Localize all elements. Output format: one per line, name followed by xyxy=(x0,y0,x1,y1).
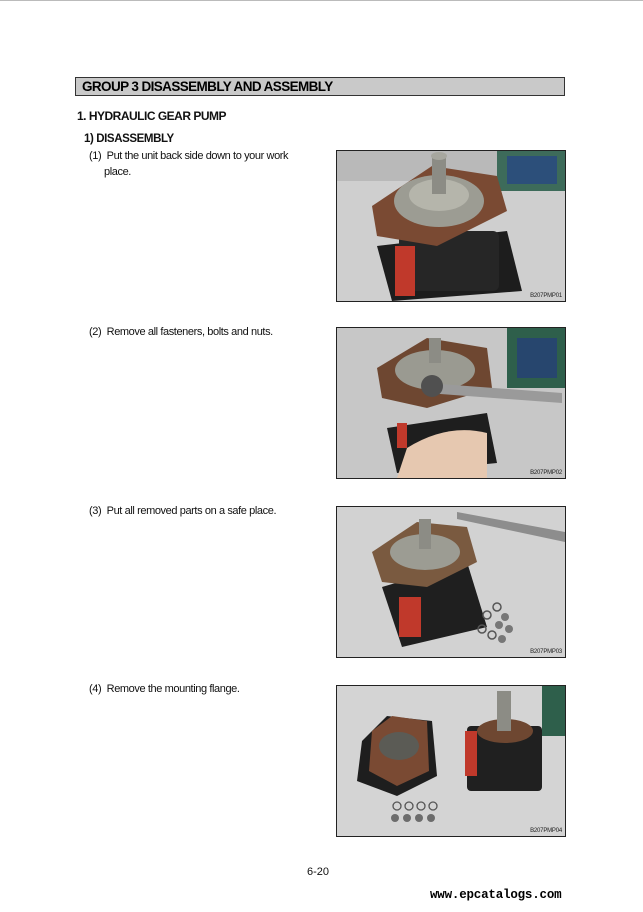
step-3-photo xyxy=(336,506,566,658)
step-4-line-1: Remove the mounting flange. xyxy=(106,683,240,695)
photo-code-1: B207PMP01 xyxy=(530,293,562,299)
step-4-text xyxy=(89,681,240,697)
subsection-title: 1) DISASSEMBLY xyxy=(84,133,174,145)
step-2-photo xyxy=(336,327,566,479)
step-2-text xyxy=(89,324,273,340)
step-3-text xyxy=(89,503,276,519)
group-title-bar: GROUP 3 DISASSEMBLY AND ASSEMBLY xyxy=(75,77,565,96)
step-4-photo xyxy=(336,685,566,837)
step-2-number: (2) xyxy=(89,326,102,338)
step-3-line-1: Put all removed parts on a safe place. xyxy=(106,505,277,517)
step-4-number: (4) xyxy=(89,683,102,695)
section-title: 1. HYDRAULIC GEAR PUMP xyxy=(77,109,227,123)
step-2-line-1: Remove all fasteners, bolts and nuts. xyxy=(106,326,273,338)
photo-code-2: B207PMP02 xyxy=(530,470,562,476)
watermark-link[interactable]: www.epcatalogs.com xyxy=(430,888,562,902)
step-1-line-1: Put the unit back side down to your work xyxy=(106,150,289,162)
step-1-line-2: place. xyxy=(104,166,131,178)
step-1-number: (1) xyxy=(89,150,102,162)
step-1-text xyxy=(89,148,288,180)
step-3-number: (3) xyxy=(89,505,102,517)
page-number: 6-20 xyxy=(307,866,330,878)
step-1-photo xyxy=(336,150,566,302)
photo-code-3: B207PMP03 xyxy=(530,649,562,655)
photo-code-4: B207PMP04 xyxy=(530,828,562,834)
top-rule xyxy=(0,0,643,1)
